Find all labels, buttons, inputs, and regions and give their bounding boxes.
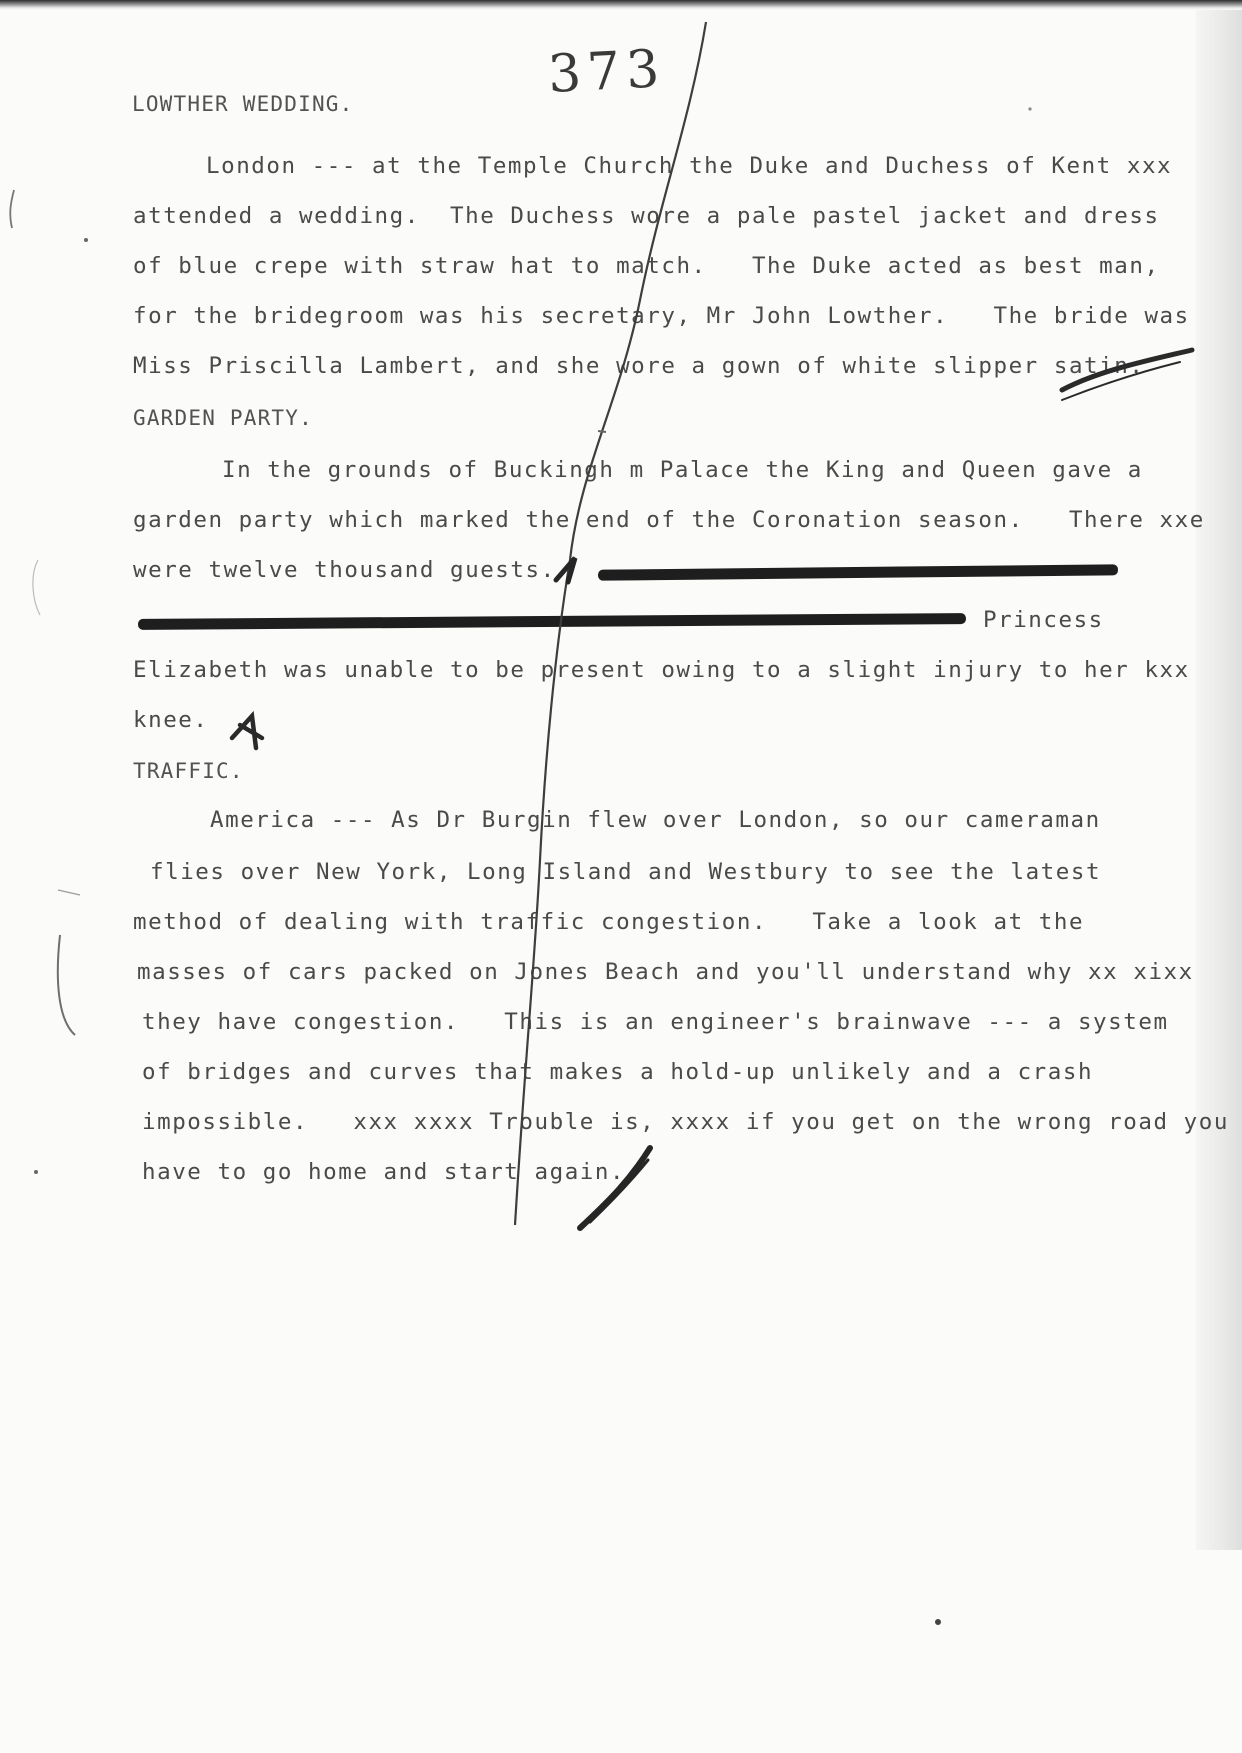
- text-line: garden party which marked the end of the Coronation season. There xxe: [133, 507, 1205, 533]
- text-line: knee.: [133, 707, 209, 733]
- pen-insertion-mark: [556, 558, 575, 582]
- text-line: masses of cars packed on Jones Beach and you'll understand why xx xixx: [137, 959, 1194, 985]
- text-line: of blue crepe with straw hat to match. The Duke acted as best man,: [133, 253, 1160, 279]
- pen-caret-mark: [232, 716, 262, 748]
- text-line: were twelve thousand guests.: [133, 557, 556, 583]
- page-number: 373: [546, 38, 667, 106]
- section-heading-lowther-wedding: LOWTHER WEDDING.: [132, 92, 354, 116]
- text-line: they have congestion. This is an engineer's brainwave --- a system: [142, 1009, 1169, 1035]
- text-line: America --- As Dr Burgin flew over London, so our cameraman: [210, 807, 1101, 833]
- margin-bracket: [58, 935, 75, 1035]
- section-heading-garden-party: GARDEN PARTY.: [133, 406, 313, 430]
- text-line: flies over New York, Long Island and Westbury to see the latest: [150, 859, 1102, 885]
- text-line: impossible. xxx xxxx Trouble is, xxxx if you get on the wrong road you: [142, 1109, 1229, 1135]
- text-line: Miss Priscilla Lambert, and she wore a gown of white slipper satin.: [133, 353, 1145, 379]
- text-line: attended a wedding. The Duchess wore a pale pastel jacket and dress: [133, 203, 1160, 229]
- section-heading-traffic: TRAFFIC.: [133, 759, 244, 783]
- margin-mark: [10, 190, 14, 228]
- text-line: Elizabeth was unable to be present owing to a slight injury to her kxx: [133, 657, 1190, 683]
- text-line: have to go home and start again.: [142, 1159, 626, 1185]
- text-line: Princess: [983, 607, 1104, 633]
- text-line: In the grounds of Buckingh m Palace the King and Queen gave a: [222, 457, 1143, 483]
- text-line: method of dealing with traffic congestion. Take a look at the: [133, 909, 1085, 935]
- text-line: for the bridegroom was his secretary, Mr John Lowther. The bride was: [133, 303, 1190, 329]
- text-line: London --- at the Temple Church the Duke and Duchess of Kent xxx: [206, 153, 1173, 179]
- text-line: of bridges and curves that makes a hold-up unlikely and a crash: [142, 1059, 1094, 1085]
- pen-end-mark: [580, 1148, 650, 1228]
- pen-divider-line: [515, 22, 706, 1225]
- pen-end-mark: [1062, 350, 1192, 390]
